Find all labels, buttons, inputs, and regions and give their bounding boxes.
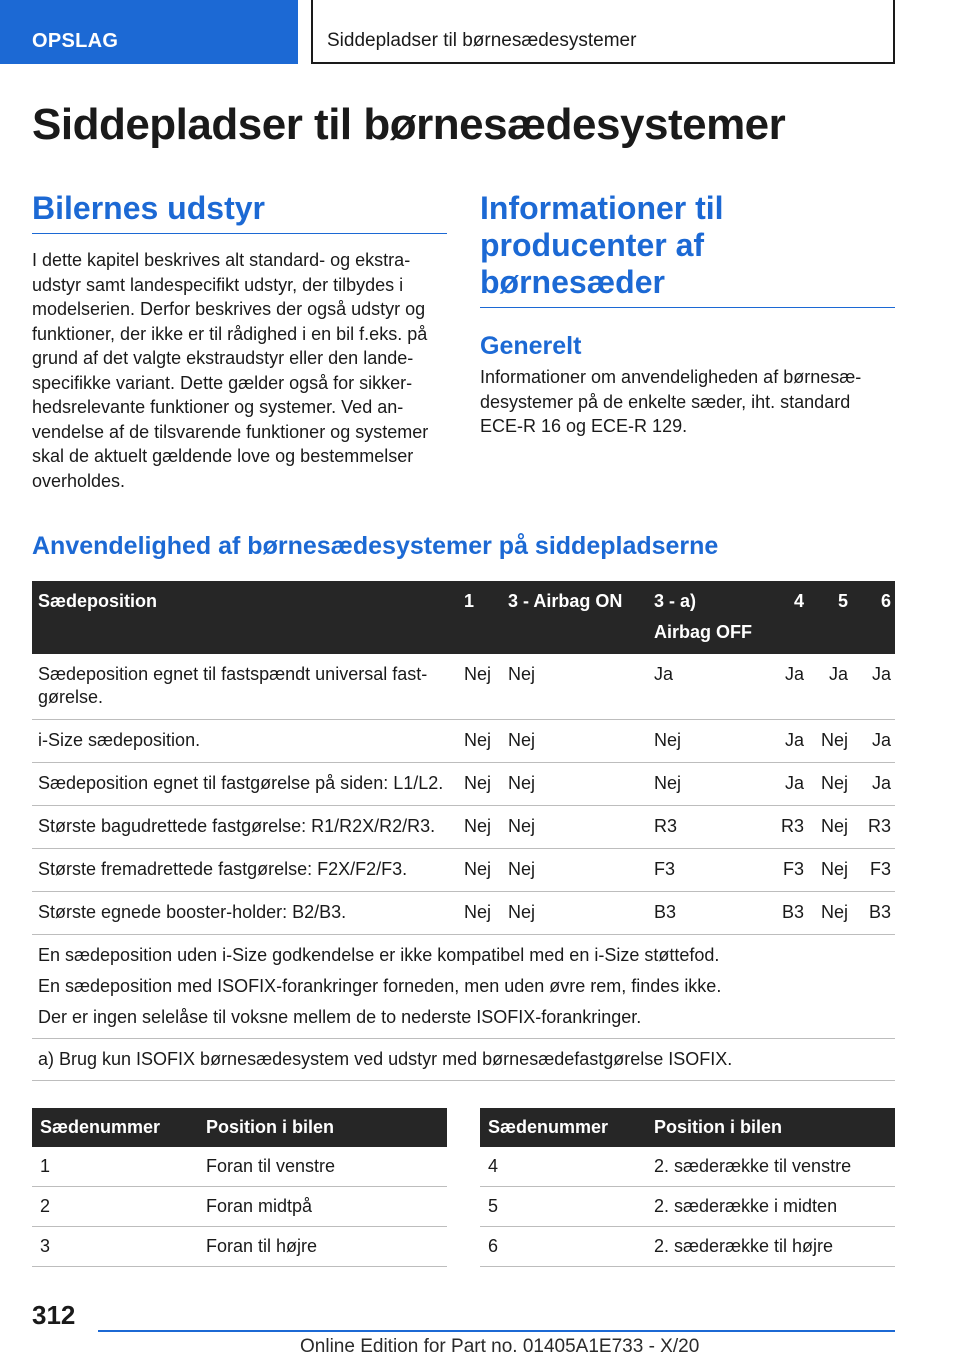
table-cell: R3 <box>852 806 895 849</box>
table-note: En sædeposition uden i-Size godkendelse er ikke kompatibel med en i-Size støttefod. <box>38 945 720 965</box>
notes-cell <box>32 935 895 1039</box>
table-cell: 3 <box>32 1227 198 1267</box>
table-cell: Nej <box>648 763 768 806</box>
table-cell: Nej <box>808 720 852 763</box>
table-row <box>32 849 895 892</box>
table-cell: R3 <box>768 806 808 849</box>
table-cell: Ja <box>852 763 895 806</box>
table-row <box>32 654 895 720</box>
table-cell: Sædeposition egnet til fastgørelse på siden: L1/L2. <box>32 763 458 806</box>
table-cell: Nej <box>458 720 502 763</box>
seat-applicability-table <box>32 581 895 1081</box>
column-header: Sædenummer <box>32 1108 198 1147</box>
table-cell: Nej <box>502 849 648 892</box>
table-cell: R3 <box>648 806 768 849</box>
general-text: Informationer om anvendeligheden af børnesædesystemer på de enkelte sæder, iht. standard ECE-R 16 og ECE-R 129. <box>480 367 862 436</box>
table-cell: Nej <box>502 654 648 720</box>
column-header: 5 <box>808 581 852 654</box>
table-row <box>480 1187 895 1227</box>
column-header: 1 <box>458 581 502 654</box>
table-cell: Foran midtpå <box>198 1187 447 1227</box>
table-notes-row <box>32 935 895 1039</box>
table-cell: Nej <box>502 763 648 806</box>
table-cell: 5 <box>480 1187 646 1227</box>
manufacturer-info-section <box>480 190 895 439</box>
table-cell: B3 <box>768 892 808 935</box>
table-cell: Ja <box>768 763 808 806</box>
table-cell: Nej <box>458 763 502 806</box>
table-cell: Ja <box>852 720 895 763</box>
table-row <box>32 720 895 763</box>
table-row <box>480 1227 895 1267</box>
footer-edition[interactable]: Online Edition for Part no. 01405A1E733 - X/20 <box>300 1336 700 1357</box>
table-header-row <box>32 581 895 654</box>
column-header: 6 <box>852 581 895 654</box>
table-cell: Ja <box>768 654 808 720</box>
table-cell: 1 <box>32 1147 198 1187</box>
column-header: Position i bilen <box>198 1108 447 1147</box>
table-cell: Nej <box>458 849 502 892</box>
table-header-row <box>480 1108 895 1147</box>
table-footnote-row <box>32 1039 895 1081</box>
table-cell: Nej <box>808 763 852 806</box>
table-cell: Foran til venstre <box>198 1147 447 1187</box>
table-cell: Største bagudrettede fastgørelse: R1/R2X/R2/R3. <box>32 806 458 849</box>
table-row <box>32 1147 447 1187</box>
table-cell: Ja <box>648 654 768 720</box>
page-number: 312 <box>32 1300 76 1330</box>
table-footnote: a) Brug kun ISOFIX børnesædesystem ved udstyr med børnesædefastgørelse ISOFIX. <box>32 1039 895 1081</box>
table-cell: Nej <box>648 720 768 763</box>
breadcrumb: Siddepladser til børnesædesystemer <box>311 0 895 64</box>
seat-number-table-second-row <box>480 1108 895 1267</box>
table-cell: Ja <box>808 654 852 720</box>
general-subheading: Generelt <box>480 332 582 360</box>
equipment-section <box>32 190 447 493</box>
equipment-heading: Bilernes udstyr <box>32 190 447 234</box>
table-row <box>32 1227 447 1267</box>
table-cell: 4 <box>480 1147 646 1187</box>
section-tab[interactable]: OPSLAG <box>0 0 298 64</box>
page-title: Siddepladser til børnesædesystemer <box>32 100 786 149</box>
table-header-row <box>32 1108 447 1147</box>
table-row <box>32 763 895 806</box>
column-header: Position i bilen <box>646 1108 895 1147</box>
table-cell: 2. sæderække til venstre <box>646 1147 895 1187</box>
table-cell: Nej <box>808 806 852 849</box>
table-cell: Nej <box>458 806 502 849</box>
table-row <box>32 806 895 849</box>
table-cell: 2. sæderække til højre <box>646 1227 895 1267</box>
table-row <box>32 1187 447 1227</box>
column-header: 4 <box>768 581 808 654</box>
table-cell: F3 <box>852 849 895 892</box>
table-cell: 2. sæderække i midten <box>646 1187 895 1227</box>
column-header <box>648 581 768 654</box>
page-header <box>0 0 960 66</box>
column-header-line: 3 - a) <box>654 591 697 611</box>
manufacturer-info-heading: Informationer til producenter af børnesæder <box>480 190 895 308</box>
table-cell: Nej <box>502 892 648 935</box>
table-note: Der er ingen selelåse til voksne mellem de to nederste ISOFIX-forankringer. <box>38 1007 642 1027</box>
table-cell: i-Size sædeposition. <box>32 720 458 763</box>
table-cell: B3 <box>648 892 768 935</box>
table-cell: Nej <box>808 849 852 892</box>
table-cell: Nej <box>458 654 502 720</box>
table-cell: 6 <box>480 1227 646 1267</box>
table-cell: 2 <box>32 1187 198 1227</box>
applicability-heading: Anvendelighed af børnesædesystemer på siddepladserne <box>32 532 719 560</box>
table-cell: Nej <box>502 720 648 763</box>
table-cell: Ja <box>852 654 895 720</box>
table-cell: Nej <box>808 892 852 935</box>
table-cell: Nej <box>458 892 502 935</box>
equipment-text: I dette kapitel beskrives alt standard- og ekstraudstyr samt landespecifikt udstyr, der tilbydes i modelserien. Derfor beskrives der også udstyr og funktioner, der ikke er til rådighed i en bil f.eks. på grund af det valgte ekstraudstyr eller den landespecifikke variant. Dette gælder også for sikkerhedsrelevante funktioner og systemer. Ved anvendelse af de tilsvarende funktioner og systemer skal de aktuelt gældende love og bestemmelser overholdes. <box>32 250 429 491</box>
table-cell: Sædeposition egnet til fastspændt universal fastgørelse. <box>32 654 458 720</box>
column-header: Sædeposition <box>32 581 458 654</box>
table-cell: Største egnede booster-holder: B2/B3. <box>32 892 458 935</box>
column-header-line: Airbag OFF <box>654 622 752 642</box>
table-cell: F3 <box>768 849 808 892</box>
table-note: En sædeposition med ISOFIX-forankringer forneden, men uden øvre rem, findes ikke. <box>38 976 722 996</box>
seat-number-table-front <box>32 1108 447 1267</box>
table-row <box>32 892 895 935</box>
table-cell: Største fremadrettede fastgørelse: F2X/F2/F3. <box>32 849 458 892</box>
table-cell: Nej <box>502 806 648 849</box>
column-header: Sædenummer <box>480 1108 646 1147</box>
table-row <box>480 1147 895 1187</box>
table-cell: F3 <box>648 849 768 892</box>
footer-divider <box>98 1330 895 1332</box>
table-cell: Ja <box>768 720 808 763</box>
table-cell: Foran til højre <box>198 1227 447 1267</box>
table-cell: B3 <box>852 892 895 935</box>
column-header: 3 - Airbag ON <box>502 581 648 654</box>
